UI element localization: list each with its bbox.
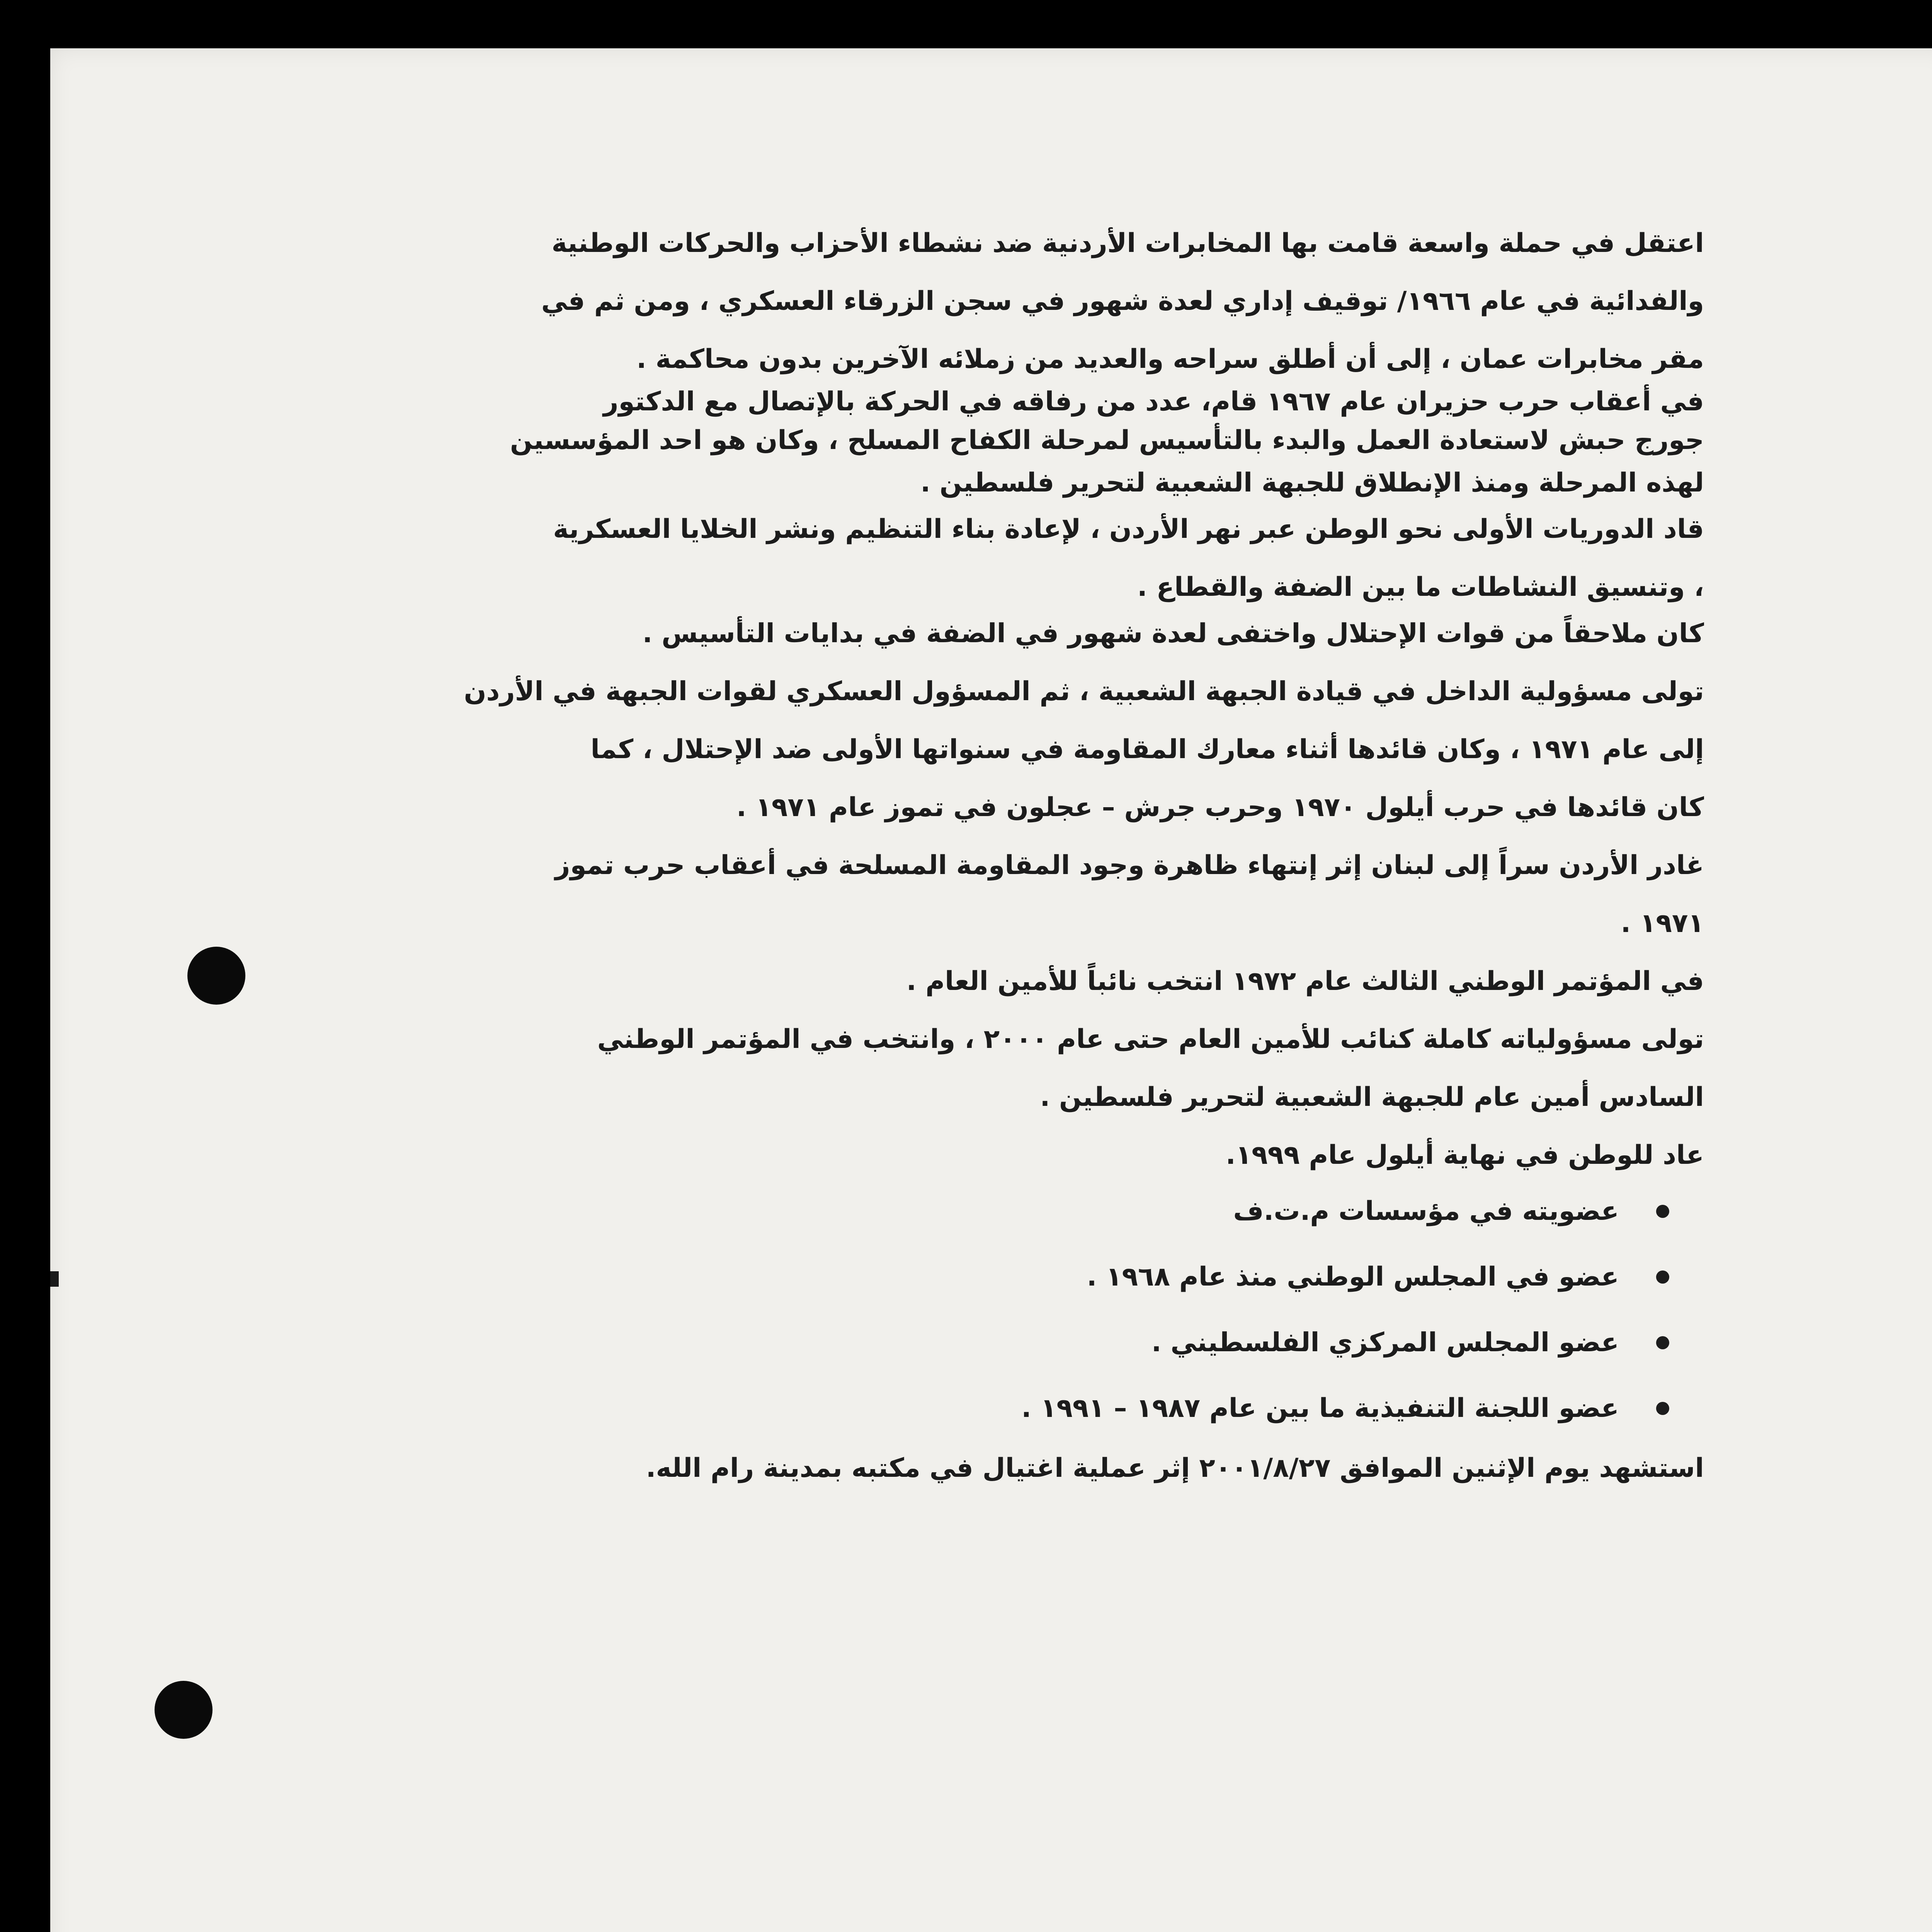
text-line: لهذه المرحلة ومنذ الإنطلاق للجبهة الشعبية لتحرير فلسطين . — [920, 468, 1704, 498]
text-line: والفدائية في عام ١٩٦٦/ توقيف إداري لعدة شهور في سجن الزرقاء العسكري ، ومن ثم في — [541, 286, 1704, 316]
list-item-text: عضو في المجلس الوطني منذ عام ١٩٦٨ . — [1087, 1262, 1619, 1292]
text-line: كان قائدها في حرب أيلول ١٩٧٠ وحرب جرش – عجلون في تموز عام ١٩٧١ . — [736, 792, 1704, 823]
bullet-icon — [1656, 1205, 1669, 1218]
closing-line: استشهد يوم الإثنين الموافق ٢٠٠١/٨/٢٧ إثر عملية اغتيال في مكتبه بمدينة رام الله. — [646, 1453, 1704, 1483]
list-item — [282, 1244, 1619, 1310]
punch-hole-top — [187, 947, 245, 1005]
text-line: ١٩٧١ . — [1621, 908, 1704, 939]
text-line: اعتقل في حملة واسعة قامت بها المخابرات الأردنية ضد نشطاء الأحزاب والحركات الوطنية — [551, 228, 1704, 259]
edge-mark — [50, 1271, 59, 1287]
text-line: تولى مسؤولية الداخل في قيادة الجبهة الشعبية ، ثم المسؤول العسكري لقوات الجبهة في الأردن — [464, 676, 1704, 707]
text-line: عاد للوطن في نهاية أيلول عام ١٩٩٩. — [1225, 1140, 1704, 1170]
text-line: قاد الدوريات الأولى نحو الوطن عبر نهر الأردن ، لإعادة بناء التنظيم ونشر الخلايا العسكرية — [553, 514, 1704, 544]
list-item — [282, 1310, 1619, 1376]
list-item-text: عضو اللجنة التنفيذية ما بين عام ١٩٨٧ – ١٩٩١ . — [1021, 1393, 1619, 1423]
text-line: غادر الأردن سراً إلى لبنان إثر إنتهاء ظاهرة وجود المقاومة المسلحة في أعقاب حرب تموز — [555, 850, 1704, 881]
text-line: جورج حبش لاستعادة العمل والبدء بالتأسيس لمرحلة الكفاح المسلح ، وكان هو احد المؤسسين — [510, 425, 1704, 456]
membership-list — [282, 1179, 1704, 1441]
bullet-icon — [1656, 1270, 1669, 1284]
list-item — [282, 1376, 1619, 1441]
text-line: مقر مخابرات عمان ، إلى أن أطلق سراحه والعديد من زملائه الآخرين بدون محاكمة . — [636, 344, 1704, 374]
text-line: كان ملاحقاً من قوات الإحتلال واختفى لعدة شهور في الضفة في بدايات التأسيس . — [642, 618, 1704, 649]
list-item — [282, 1179, 1619, 1244]
list-item-text: عضو المجلس المركزي الفلسطيني . — [1151, 1327, 1619, 1358]
text-line: ، وتنسيق النشاطات ما بين الضفة والقطاع . — [1137, 572, 1704, 602]
punch-hole-bottom — [155, 1681, 213, 1739]
bullet-icon — [1656, 1336, 1669, 1349]
text-line: السادس أمين عام للجبهة الشعبية لتحرير فلسطين . — [1040, 1082, 1704, 1112]
text-line: تولى مسؤولياته كاملة كنائب للأمين العام حتى عام ٢٠٠٠ ، وانتخب في المؤتمر الوطني — [597, 1024, 1704, 1054]
list-item-text: عضويته في مؤسسات م.ت.ف — [1233, 1196, 1619, 1226]
text-line: إلى عام ١٩٧١ ، وكان قائدها أثناء معارك المقاومة في سنواتها الأولى ضد الإحتلال ، كما — [590, 734, 1704, 765]
text-line: في المؤتمر الوطني الثالث عام ١٩٧٢ انتخب نائباً للأمين العام . — [906, 966, 1704, 997]
bullet-icon — [1656, 1402, 1669, 1415]
text-line: في أعقاب حرب حزيران عام ١٩٦٧ قام، عدد من رفاقه في الحركة بالإتصال مع الدكتور — [603, 386, 1704, 417]
document-body — [282, 220, 1704, 1495]
